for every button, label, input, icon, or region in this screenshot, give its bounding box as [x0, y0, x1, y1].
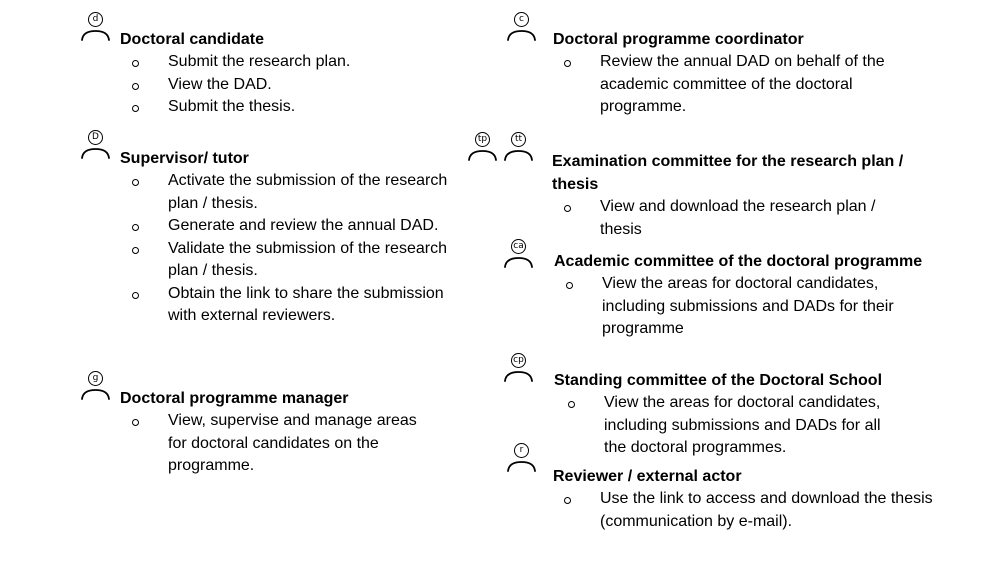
examination-committee-tp-person-icon — [467, 132, 498, 162]
list-item: Submit the thesis. — [132, 96, 452, 119]
doctoral-programme-manager-permissions-list — [132, 410, 432, 478]
reviewer-external-actor-permissions-list — [564, 488, 964, 533]
academic-committee-icon-badge: ca — [511, 239, 526, 254]
doctoral-candidate-shoulders-icon — [80, 26, 111, 42]
list-item: Obtain the link to share the submission with external reviewers. — [132, 283, 452, 328]
list-item: Submit the research plan. — [132, 51, 452, 74]
doctoral-programme-coordinator-shoulders-icon — [506, 26, 537, 42]
doctoral-programme-manager-icon-badge: g — [88, 371, 103, 386]
list-item: View the areas for doctoral candidates, including submissions and DADs for all the doctoral programmes. — [568, 392, 898, 460]
reviewer-external-actor-shoulders-icon — [506, 457, 537, 473]
list-item: Validate the submission of the research plan / thesis. — [132, 238, 452, 283]
doctoral-programme-manager-shoulders-icon — [80, 385, 111, 401]
list-item: View, supervise and manage areas for doctoral candidates on the programme. — [132, 410, 432, 478]
supervisor-tutor-shoulders-icon — [80, 144, 111, 160]
academic-committee-person-icon — [503, 239, 534, 269]
doctoral-programme-coordinator-icon-badge: c — [514, 12, 529, 27]
doctoral-programme-coordinator-title: Doctoral programme coordinator — [553, 31, 804, 48]
list-item: View and download the research plan / thesis — [564, 196, 904, 241]
reviewer-external-actor-title: Reviewer / external actor — [553, 468, 742, 485]
supervisor-tutor-permissions-list — [132, 170, 452, 328]
list-item: Generate and review the annual DAD. — [132, 215, 452, 238]
supervisor-tutor-icon-badge: D — [88, 130, 103, 145]
list-item: Review the annual DAD on behalf of the academic committee of the doctoral programme. — [564, 51, 894, 119]
examination-committee-title: Examination committee for the research plan / thesis — [552, 153, 904, 193]
list-item: Activate the submission of the research plan / thesis. — [132, 170, 452, 215]
reviewer-external-actor-icon-badge: r — [514, 443, 529, 458]
supervisor-tutor-title: Supervisor/ tutor — [120, 150, 249, 167]
academic-committee-title: Academic committee of the doctoral programme — [554, 253, 923, 270]
reviewer-external-actor-person-icon — [506, 443, 537, 473]
list-item: View the areas for doctoral candidates, including submissions and DADs for their programme — [566, 273, 896, 341]
examination-committee-tp-shoulders-icon — [467, 146, 498, 162]
examination-committee-tp-icon-badge: tp — [475, 132, 490, 147]
standing-committee-title: Standing committee of the Doctoral School — [554, 372, 883, 389]
examination-committee-tt-shoulders-icon — [503, 146, 534, 162]
standing-committee-shoulders-icon — [503, 367, 534, 383]
standing-committee-icon-badge: cp — [511, 353, 526, 368]
standing-committee-person-icon — [503, 353, 534, 383]
doctoral-candidate-person-icon — [80, 12, 111, 42]
examination-committee-permissions-list — [564, 196, 904, 241]
standing-committee-permissions-list — [568, 392, 898, 460]
supervisor-tutor-person-icon — [80, 130, 111, 160]
academic-committee-shoulders-icon — [503, 253, 534, 269]
doctoral-programme-coordinator-permissions-list — [564, 51, 894, 119]
examination-committee-tt-icon-badge: tt — [511, 132, 526, 147]
doctoral-candidate-permissions-list — [132, 51, 452, 119]
doctoral-candidate-icon-badge: d — [88, 12, 103, 27]
list-item: Use the link to access and download the thesis (communication by e-mail). — [564, 488, 964, 533]
doctoral-programme-coordinator-person-icon — [506, 12, 537, 42]
examination-committee-tt-person-icon — [503, 132, 534, 162]
doctoral-candidate-title: Doctoral candidate — [120, 31, 265, 48]
doctoral-programme-manager-title: Doctoral programme manager — [120, 390, 349, 407]
list-item: View the DAD. — [132, 74, 452, 97]
doctoral-programme-manager-person-icon — [80, 371, 111, 401]
academic-committee-permissions-list — [566, 273, 896, 341]
